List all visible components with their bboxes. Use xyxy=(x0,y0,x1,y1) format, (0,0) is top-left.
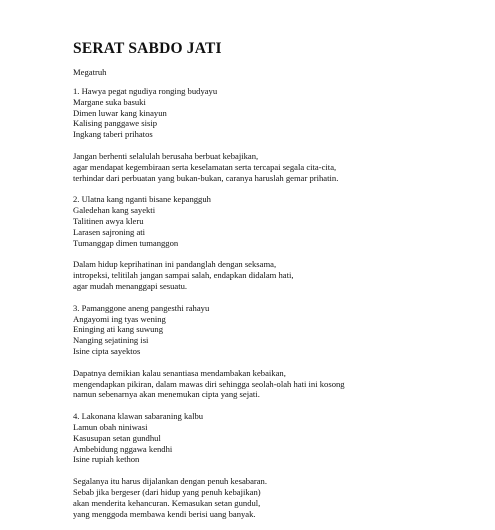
translation-paragraph xyxy=(73,476,483,519)
verse-line: Margane suka basuki xyxy=(73,96,146,107)
verse-stanza xyxy=(73,303,483,357)
verse-line: Dimen luwar kang kinayun xyxy=(73,107,167,118)
verse-line: 2. Ulatna kang nganti bisane kepangguh xyxy=(73,194,211,205)
verse-line: Ingkang taberi prihatos xyxy=(73,129,153,140)
verse-line: Angayomi ing tyas wening xyxy=(73,313,166,324)
verse-line: Galedehan kang sayekti xyxy=(73,205,156,216)
verse-line: Lamun obah niniwasi xyxy=(73,421,148,432)
verse-stanza xyxy=(73,411,483,465)
verse-line: Larasen sajroning ati xyxy=(73,226,146,237)
translation-paragraph xyxy=(73,259,483,291)
verse-line: Isine rupiah kethon xyxy=(73,454,140,465)
translation-paragraph xyxy=(73,151,483,183)
translation-line: terhindar dari perbuatan yang bukan-bukan, caranya haruslah gemar prihatin. xyxy=(73,172,339,183)
translation-line: intropeksi, telitilah jangan sampai salah, endapkan didalam hati, xyxy=(73,270,294,281)
translation-line: mengendapkan pikiran, dalam mawas diri sehingga seolah-olah hati ini kosong xyxy=(73,378,345,389)
translation-line: Jangan berhenti selalulah berusaha berbuat kebajikan, xyxy=(73,150,259,161)
translation-line: namun sebenarnya akan menemukan cipta yang sejati. xyxy=(73,389,260,400)
translation-line: Dapatnya demikian kalau senantiasa mendambakan kebaikan, xyxy=(73,367,286,378)
verse-line: Eninging ati kang suwung xyxy=(73,324,163,335)
document-page xyxy=(73,40,483,530)
document-subtitle: Megatruh xyxy=(73,67,107,77)
verse-stanza xyxy=(73,86,483,140)
translation-line: yang menggoda membawa kendi berisi uang banyak. xyxy=(73,508,256,519)
verse-line: Ambebidung nggawa kendhi xyxy=(73,443,173,454)
verse-line: Kalising panggawe sisip xyxy=(73,118,158,129)
translation-line: agar mendapat kegembiraan serta keselamatan serta tercapai segala cita-cita, xyxy=(73,161,337,172)
poem-body xyxy=(73,86,483,519)
verse-line: Tumanggap dimen tumanggon xyxy=(73,237,179,248)
verse-line: Isine cipta sayektos xyxy=(73,345,141,356)
document-title: SERAT SABDO JATI xyxy=(73,40,222,57)
verse-line: Nanging sejatining isi xyxy=(73,335,149,346)
verse-line: 1. Hawya pegat ngudiya ronging budyayu xyxy=(73,86,218,96)
verse-line: 3. Pamanggone aneng pangesthi rahayu xyxy=(73,302,210,313)
translation-line: Sebab jika bergeser (dari hidup yang penuh kebajikan) xyxy=(73,486,261,497)
verse-stanza xyxy=(73,194,483,248)
verse-line: Kasusupan setan gundhul xyxy=(73,432,161,443)
translation-line: Segalanya itu harus dijalankan dengan penuh kesabaran. xyxy=(73,476,268,487)
translation-line: Dalam hidup keprihatinan ini pandanglah dengan seksama, xyxy=(73,259,277,270)
verse-line: 4. Lakonana klawan sabaraning kalbu xyxy=(73,411,204,422)
translation-line: akan menderita kehancuran. Kemasukan setan gundul, xyxy=(73,497,261,508)
translation-line: agar mudah menanggapi sesuatu. xyxy=(73,280,188,291)
translation-paragraph xyxy=(73,368,483,400)
verse-line: Talitinen awya kleru xyxy=(73,215,144,226)
